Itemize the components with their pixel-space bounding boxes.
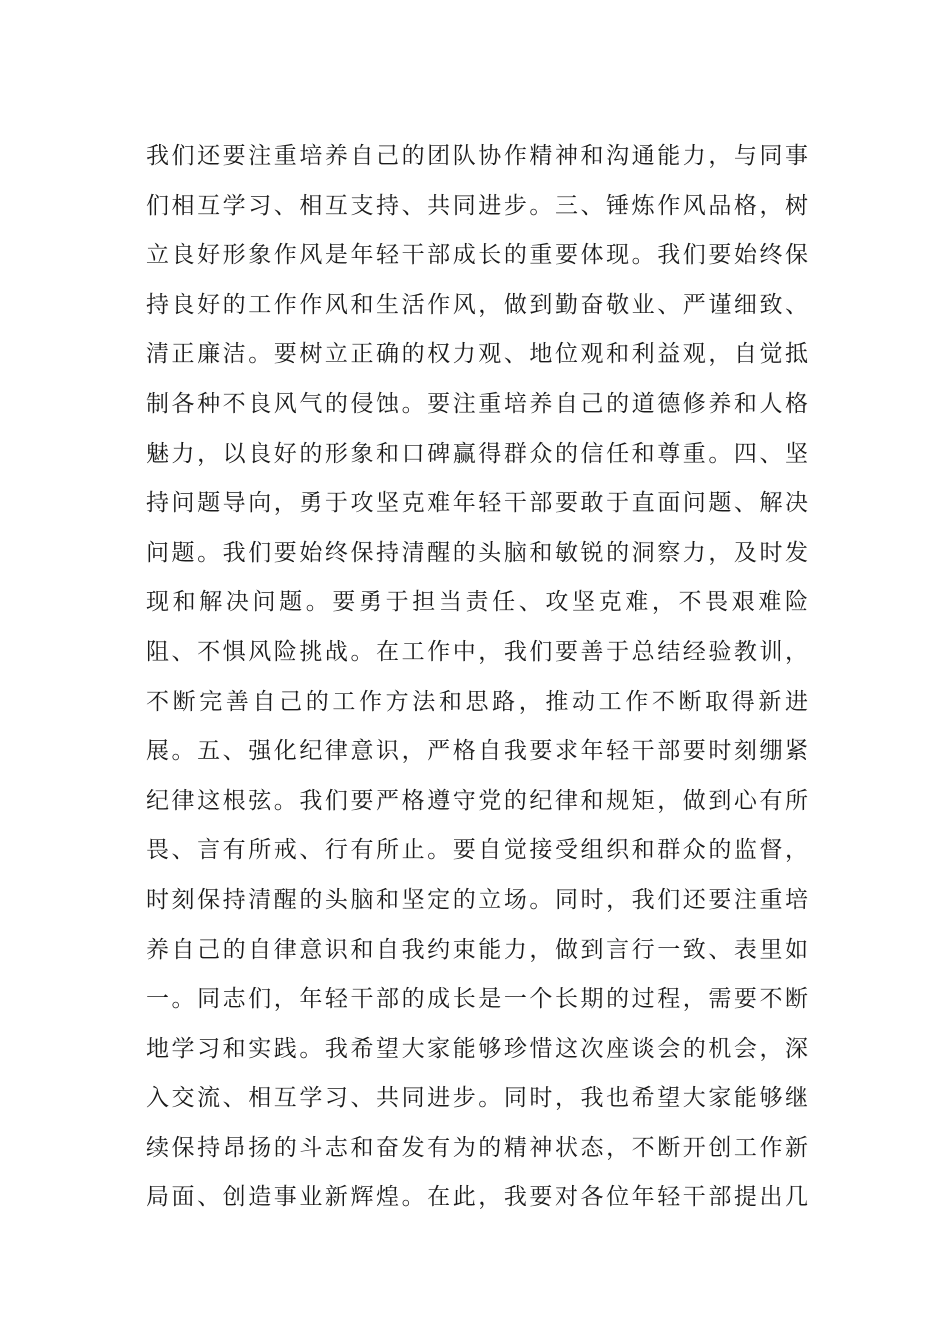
text-line: 局面、创造事业新辉煌。在此，我要对各位年轻干部提出几: [146, 1184, 808, 1211]
text-line: 续保持昂扬的斗志和奋发有为的精神状态，不断开创工作新: [146, 1134, 808, 1161]
text-line: 时刻保持清醒的头脑和坚定的立场。同时，我们还要注重培: [146, 886, 808, 913]
text-line: 魅力，以良好的形象和口碑赢得群众的信任和尊重。四、坚: [146, 440, 808, 467]
text-line: 持问题导向，勇于攻坚克难年轻干部要敢于直面问题、解决: [146, 490, 808, 517]
text-line: 入交流、相互学习、共同进步。同时，我也希望大家能够继: [146, 1085, 808, 1112]
text-line: 们相互学习、相互支持、共同进步。三、锤炼作风品格，树: [146, 192, 808, 219]
text-line: 阻、不惧风险挑战。在工作中，我们要善于总结经验教训，: [146, 638, 808, 665]
text-line: 不断完善自己的工作方法和思路，推动工作不断取得新进: [146, 688, 808, 715]
text-line: 展。五、强化纪律意识，严格自我要求年轻干部要时刻绷紧: [146, 738, 808, 765]
text-line: 制各种不良风气的侵蚀。要注重培养自己的道德修养和人格: [146, 390, 808, 417]
text-line: 一。同志们，年轻干部的成长是一个长期的过程，需要不断: [146, 986, 808, 1013]
text-line: 持良好的工作作风和生活作风，做到勤奋敬业、严谨细致、: [146, 291, 808, 318]
body-text: [146, 132, 808, 1223]
text-line: 现和解决问题。要勇于担当责任、攻坚克难，不畏艰难险: [146, 589, 808, 616]
text-line: 我们还要注重培养自己的团队协作精神和沟通能力，与同事: [146, 143, 808, 169]
text-line: 问题。我们要始终保持清醒的头脑和敏锐的洞察力，及时发: [146, 539, 808, 566]
text-line: 清正廉洁。要树立正确的权力观、地位观和利益观，自觉抵: [146, 341, 808, 368]
text-line: 地学习和实践。我希望大家能够珍惜这次座谈会的机会，深: [146, 1035, 808, 1062]
text-line: 畏、言有所戒、行有所止。要自觉接受组织和群众的监督，: [146, 837, 808, 864]
text-line: 养自己的自律意识和自我约束能力，做到言行一致、表里如: [146, 936, 808, 963]
text-line: 纪律这根弦。我们要严格遵守党的纪律和规矩，做到心有所: [146, 787, 808, 814]
text-line: 立良好形象作风是年轻干部成长的重要体现。我们要始终保: [146, 242, 808, 269]
